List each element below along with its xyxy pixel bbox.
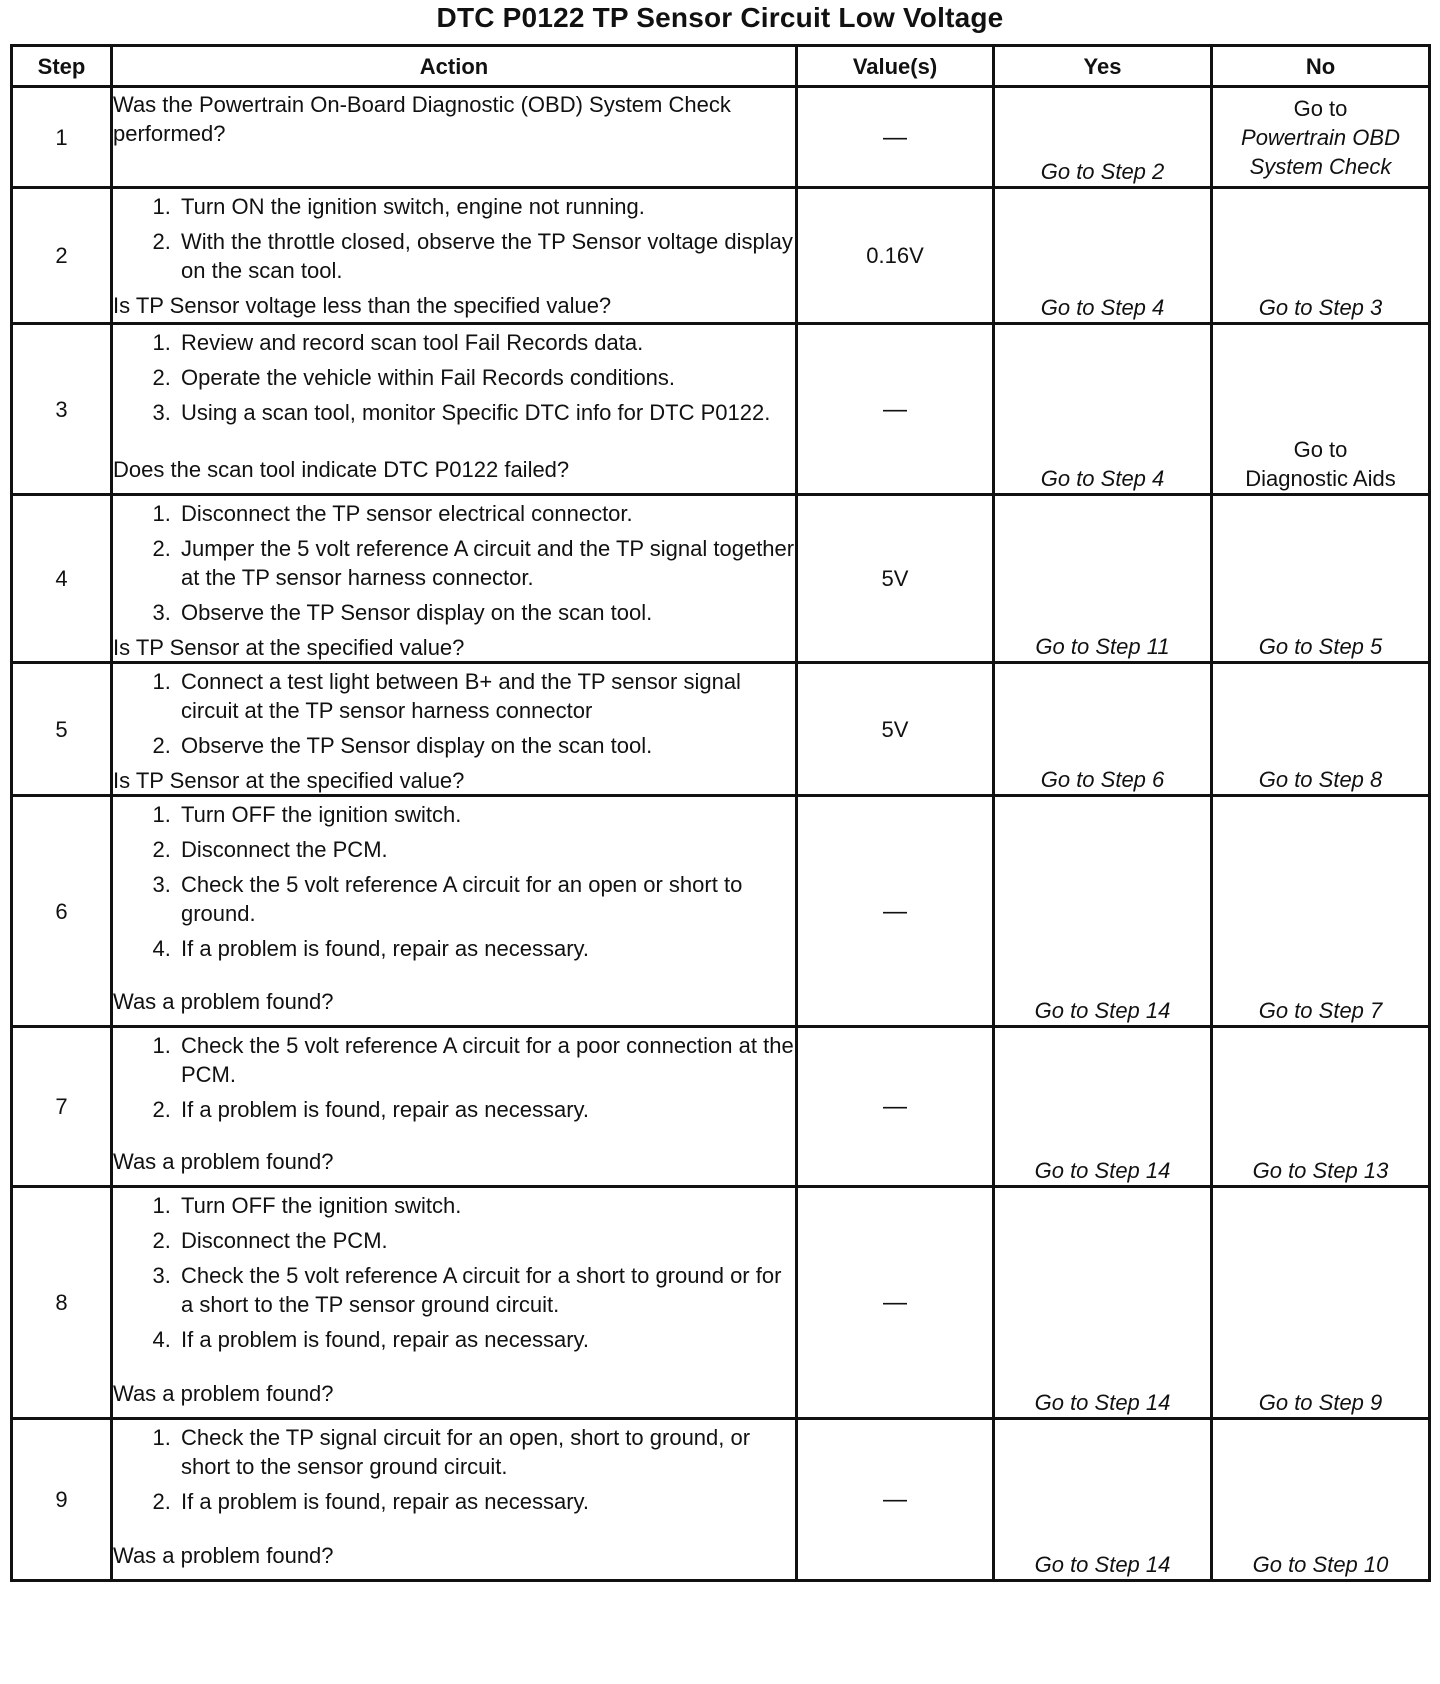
- value-text: —: [883, 1486, 907, 1513]
- yes-cell: Go to Step 4: [994, 188, 1212, 324]
- step-number: 4: [12, 495, 112, 663]
- page-title: DTC P0122 TP Sensor Circuit Low Voltage: [436, 2, 1004, 33]
- action-cell: [112, 796, 797, 1027]
- no-cell: [1212, 1027, 1430, 1187]
- action-item: 2. If a problem is found, repair as necessary.: [177, 1487, 795, 1516]
- table-row: [12, 1027, 1430, 1187]
- no-goto-text: Go to Step 9: [1258, 1390, 1383, 1415]
- no-cell: [1212, 663, 1430, 796]
- action-item: 1. Connect a test light between B+ and the TP sensor signal circuit at the TP sensor harness connector: [177, 667, 795, 725]
- action-item: 1. Turn OFF the ignition switch.: [177, 800, 795, 829]
- yes-cell: Go to Step 14: [994, 1419, 1212, 1581]
- action-cell: [112, 188, 797, 324]
- no-cell: [1212, 1187, 1430, 1419]
- step-number: 8: [12, 1187, 112, 1419]
- value-cell: [797, 495, 994, 663]
- action-item: 4. If a problem is found, repair as necessary.: [177, 934, 795, 963]
- value-cell: [797, 87, 994, 188]
- no-goto-text: Go to Step 10: [1252, 1552, 1389, 1577]
- action-cell: [112, 87, 797, 188]
- value-text: —: [883, 1289, 907, 1316]
- value-text: —: [883, 897, 907, 925]
- table-row: [12, 663, 1430, 796]
- action-item: 1. Turn ON the ignition switch, engine not running.: [177, 192, 795, 221]
- action-question: Does the scan tool indicate DTC P0122 failed?: [113, 457, 570, 482]
- action-cell: [112, 495, 797, 663]
- action-item: 2. Operate the vehicle within Fail Records conditions.: [177, 363, 795, 392]
- action-intro: Was the Powertrain On-Board Diagnostic (OBD) System Check performed?: [113, 92, 731, 146]
- action-question: Was a problem found?: [113, 1543, 334, 1568]
- action-question: Was a problem found?: [113, 1149, 334, 1174]
- action-list: [113, 1420, 795, 1522]
- value-text: —: [883, 1093, 907, 1120]
- no-goto-text: Go to Step 8: [1258, 767, 1383, 792]
- action-item: 3. Check the 5 volt reference A circuit for a short to ground or for a short to the TP sensor ground circuit.: [177, 1261, 795, 1319]
- action-item: 1. Turn OFF the ignition switch.: [177, 1191, 795, 1220]
- action-question: Is TP Sensor voltage less than the specified value?: [113, 293, 612, 318]
- table-row: [12, 796, 1430, 1027]
- action-item: 1. Check the TP signal circuit for an open, short to ground, or short to the sensor ground circuit.: [177, 1423, 795, 1481]
- no-goto-prefix: Go to: [1293, 437, 1348, 462]
- yes-cell: Go to Step 6: [994, 663, 1212, 796]
- yes-cell: Go to Step 14: [994, 1027, 1212, 1187]
- action-item: 2. Jumper the 5 volt reference A circuit and the TP signal together at the TP sensor harness connector.: [177, 534, 795, 592]
- no-goto-target: Diagnostic Aids: [1245, 466, 1396, 491]
- action-question: Is TP Sensor at the specified value?: [113, 768, 465, 793]
- table-row: [12, 324, 1430, 495]
- value-cell: [797, 1419, 994, 1581]
- value-text: —: [883, 123, 907, 151]
- step-number: 7: [12, 1027, 112, 1187]
- action-list: [113, 1188, 795, 1360]
- table-row: [12, 87, 1430, 188]
- no-goto-target: Powertrain OBD System Check: [1241, 124, 1400, 179]
- value-text: 5V: [881, 716, 909, 742]
- header-yes: Yes: [994, 46, 1212, 87]
- action-item: 2. Observe the TP Sensor display on the scan tool.: [177, 731, 795, 760]
- table-row: [12, 1187, 1430, 1419]
- action-item: 2. If a problem is found, repair as necessary.: [177, 1095, 795, 1124]
- yes-cell: Go to Step 2: [994, 87, 1212, 188]
- table-header-row: [12, 46, 1430, 87]
- no-cell: [1212, 324, 1430, 495]
- yes-cell: Go to Step 14: [994, 796, 1212, 1027]
- yes-cell: Go to Step 11: [994, 495, 1212, 663]
- no-cell: [1212, 188, 1430, 324]
- action-item: 2. With the throttle closed, observe the TP Sensor voltage display on the scan tool.: [177, 227, 795, 285]
- action-cell: [112, 663, 797, 796]
- action-item: 3. Observe the TP Sensor display on the scan tool.: [177, 598, 795, 627]
- no-goto-text: Go to Step 13: [1252, 1158, 1389, 1183]
- action-question: Was a problem found?: [113, 1381, 334, 1406]
- no-cell: [1212, 495, 1430, 663]
- header-no: No: [1212, 46, 1430, 87]
- no-goto-prefix: Go to: [1293, 95, 1348, 121]
- action-item: 4. If a problem is found, repair as necessary.: [177, 1325, 795, 1354]
- action-list: [113, 797, 795, 969]
- action-cell: [112, 1419, 797, 1581]
- action-item: 3. Using a scan tool, monitor Specific DTC info for DTC P0122.: [177, 398, 795, 427]
- table-row: [12, 495, 1430, 663]
- value-text: 0.16V: [866, 243, 924, 268]
- action-item: 1. Check the 5 volt reference A circuit for a poor connection at the PCM.: [177, 1031, 795, 1089]
- no-goto-text: Go to Step 7: [1258, 998, 1383, 1023]
- step-number: 9: [12, 1419, 112, 1581]
- action-question: Is TP Sensor at the specified value?: [113, 635, 465, 660]
- no-goto-text: Go to Step 3: [1258, 295, 1383, 320]
- yes-cell: Go to Step 4: [994, 324, 1212, 495]
- value-cell: [797, 663, 994, 796]
- value-text: —: [883, 395, 907, 423]
- step-number: 1: [12, 87, 112, 188]
- action-item: 1. Disconnect the TP sensor electrical connector.: [177, 499, 795, 528]
- value-cell: [797, 188, 994, 324]
- step-number: 6: [12, 796, 112, 1027]
- yes-cell: Go to Step 14: [994, 1187, 1212, 1419]
- table-row: [12, 1419, 1430, 1581]
- action-list: [113, 664, 795, 766]
- action-list: [113, 1028, 795, 1130]
- action-list: [113, 496, 795, 633]
- table-row: [12, 188, 1430, 324]
- value-text: 5V: [881, 566, 909, 591]
- action-cell: [112, 1027, 797, 1187]
- value-cell: [797, 1187, 994, 1419]
- step-number: 3: [12, 324, 112, 495]
- no-cell: [1212, 1419, 1430, 1581]
- action-item: 2. Disconnect the PCM.: [177, 1226, 795, 1255]
- action-list: [113, 189, 795, 291]
- step-number: 5: [12, 663, 112, 796]
- action-cell: [112, 324, 797, 495]
- action-question: Was a problem found?: [113, 989, 334, 1014]
- action-item: 3. Check the 5 volt reference A circuit for an open or short to ground.: [177, 870, 795, 928]
- header-values: Value(s): [797, 46, 994, 87]
- value-cell: [797, 796, 994, 1027]
- value-cell: [797, 1027, 994, 1187]
- no-cell: [1212, 796, 1430, 1027]
- no-goto-text: Go to Step 5: [1258, 634, 1383, 659]
- value-cell: [797, 324, 994, 495]
- step-number: 2: [12, 188, 112, 324]
- no-cell: [1212, 87, 1430, 188]
- diagnostic-table: [10, 44, 1431, 1582]
- header-action: Action: [112, 46, 797, 87]
- action-item: 2. Disconnect the PCM.: [177, 835, 795, 864]
- action-cell: [112, 1187, 797, 1419]
- header-step: Step: [12, 46, 112, 87]
- action-list: [113, 325, 795, 433]
- action-item: 1. Review and record scan tool Fail Records data.: [177, 328, 795, 357]
